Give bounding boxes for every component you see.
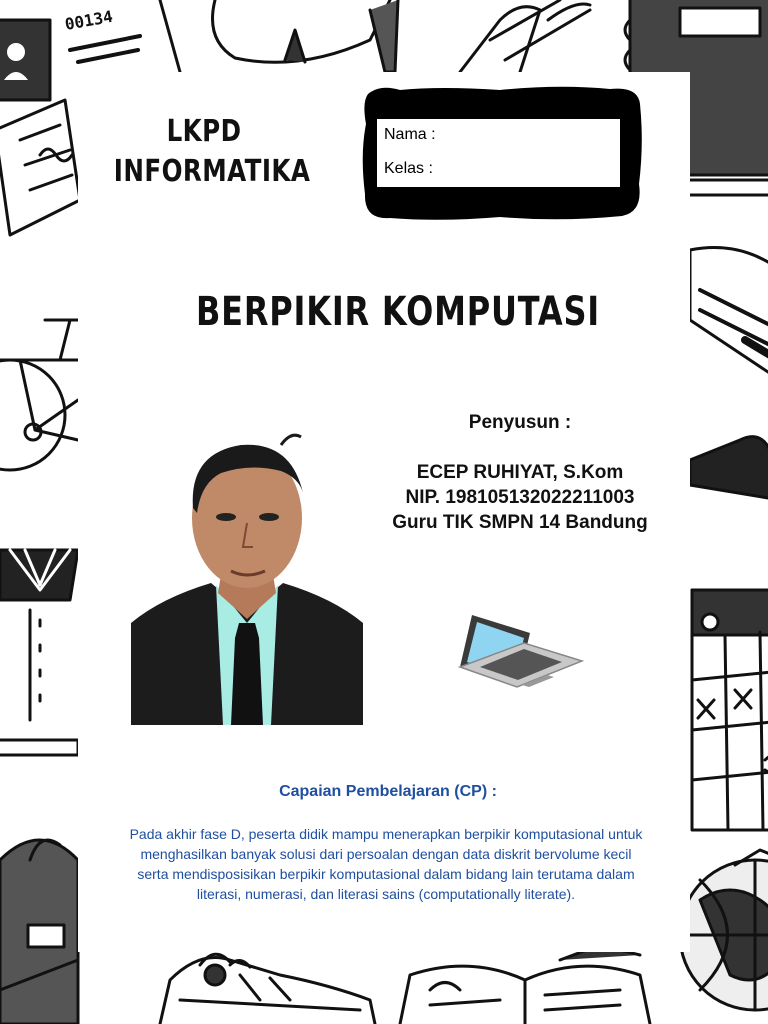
- document-heading: [113, 112, 311, 192]
- main-title: BERPIKIR KOMPUTASI: [195, 289, 601, 335]
- pencil-icon: [160, 0, 590, 72]
- calendar-icon: [692, 590, 768, 830]
- class-field-label: Kelas :: [384, 160, 433, 177]
- author-heading: Penyusun :: [468, 412, 572, 433]
- badminton-shuttle-icon: [0, 550, 78, 755]
- laptop-icon: [452, 575, 587, 710]
- globe-icon: [680, 850, 768, 1010]
- book-icon: [400, 945, 650, 1024]
- heading-line-informatika: INFORMATIKA: [113, 154, 311, 189]
- author-photo: [131, 423, 363, 725]
- cp-body: Pada akhir fase D, peserta didik mampu menerapkan berpikir komputasional untuk menghasilkan banyak solusi dari persoalan dengan data diskrit bervolume kecil serta mendisposisikan berpikir komputasional dalam bidang lain terutama dalam literasi, numerasi, dan literasi sains (computationally literate).: [129, 826, 643, 902]
- backpack-icon: [0, 840, 78, 1024]
- id-card-icon: [0, 20, 80, 235]
- author-name: ECEP RUHIYAT, S.Kom: [416, 462, 624, 483]
- author-block: [370, 410, 670, 535]
- sneaker-icon: [160, 954, 375, 1024]
- doodle-tag-text: 00134: [63, 6, 115, 34]
- author-nip: NIP. 198105132022211003: [405, 487, 635, 508]
- heading-line-lkpd: LKPD: [166, 114, 242, 149]
- bicycle-icon: [0, 320, 78, 470]
- stapler-icon: [690, 248, 768, 381]
- cp-title: Capaian Pembelajaran (CP) :: [279, 783, 497, 800]
- author-role: Guru TIK SMPN 14 Bandung: [392, 512, 648, 533]
- name-field-label: Nama :: [384, 126, 436, 143]
